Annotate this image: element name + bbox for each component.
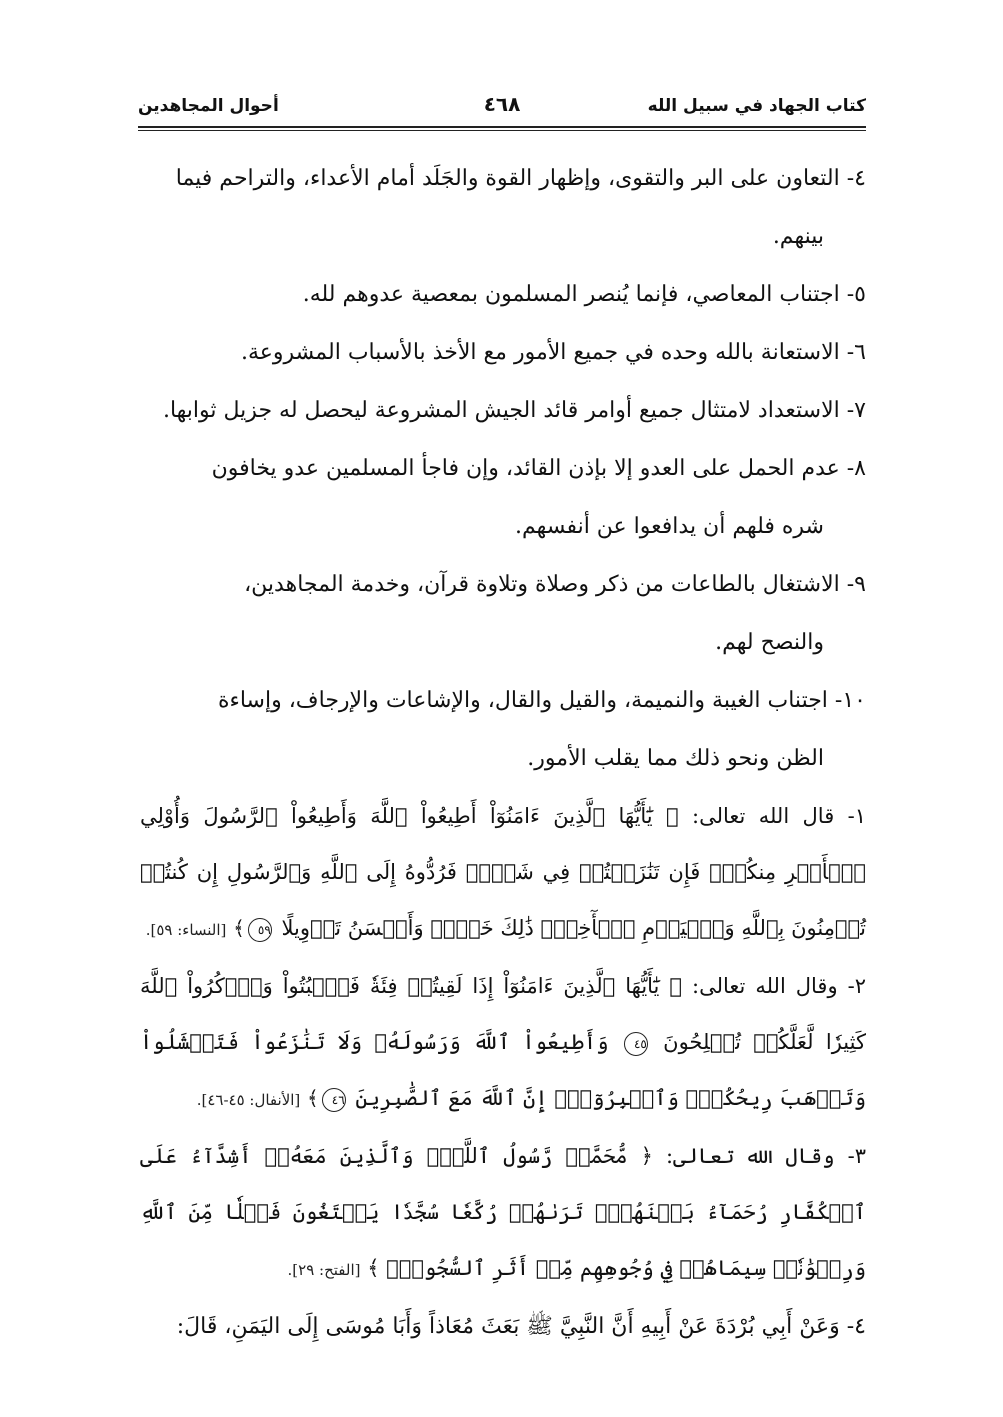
quran-verse: وَأَطِيعُواْ ٱللَّهَ وَرَسُولَهُۥ وَلَا تَنَٰزَعُواْ فَتَفۡشَلُواْ وَتَذۡهَبَ xyxy=(140,1030,866,1110)
list-item xyxy=(140,266,866,324)
list-item xyxy=(140,556,866,672)
verse-reference: [الفتح: ٢٩]. xyxy=(287,1261,361,1279)
quran-verse: ﴿ مُّحَمَّدٞ رَّسُولُ ٱللَّهِۚ وَٱلَّذِينَ مَعَهُۥٓ أَشِدَّآءُ عَلَى ٱلۡكُفَّارِ رُحَمَآءُ بَيۡنَهُمۡۖ تَرَىٰهُمۡ رُكَّعٗا xyxy=(140,1144,866,1224)
evidence-intro: ١- قال الله تعالى: xyxy=(692,804,866,828)
list-item-line: ٥- اجتناب المعاصي، فإنما يُنصر المسلمون بمعصية عدوهم لله. xyxy=(302,282,866,307)
list-item xyxy=(140,672,866,788)
evidence-item xyxy=(140,1128,866,1298)
page-number: ٤٦٨ xyxy=(483,92,521,116)
chapter-title: أحوال المجاهدين xyxy=(138,96,279,116)
hadith-line: ٤- وَعَنْ أَبِي بُرْدَةَ عَنْ أَبِيهِ أَنَّ النَّبِيَّ ﷺ بَعَثَ مُعَاذاً وَأَبَا مُوسَى إِلَى اليَمَنِ، قَالَ: xyxy=(176,1314,866,1339)
verse-number-marker: ٥٩ xyxy=(248,918,272,942)
hadith-item xyxy=(140,1298,866,1356)
list-item-line: ١٠- اجتناب الغيبة والنميمة، والقيل والقال، والإشاعات والإرجاف، وإساءة xyxy=(217,688,866,713)
list-item-continuation: بينهم. xyxy=(772,224,824,249)
evidence-intro: ٢- وقال الله تعالى: xyxy=(692,974,866,998)
list-item xyxy=(140,150,866,266)
running-header xyxy=(138,94,866,128)
quran-verse: ﴿ يَٰٓأَيُّهَا ٱلَّذِينَ ءَامَنُوٓاْ إِذَا لَقِيتُمۡ فِئَةٗ فَٱثۡبُتُواْ وَٱذۡكُرُواْ ٱللَّهَ xyxy=(140,974,682,998)
list-item xyxy=(140,324,866,382)
quran-verse: سُجَّدٗا يَبۡتَغُونَ فَضۡلٗا مِّنَ ٱللَّهِ وَرِضۡوَٰنٗاۖ سِيمَاهُمۡ فِي وُجُوهِهِم مِّنۡ أَثَرِ ٱلسُّجُودِۚ ﴾ xyxy=(140,1200,866,1280)
list-item-line: ٧- الاستعداد لامتثال جميع أوامر قائد الجيش المشروعة ليحصل له جزيل ثوابها. xyxy=(162,398,866,423)
evidence-item xyxy=(140,958,866,1128)
verse-reference: [الأنفال: ٤٥-٤٦]. xyxy=(196,1091,301,1109)
list-item xyxy=(140,382,866,440)
verse-number-marker: ٤٥ xyxy=(624,1032,648,1056)
quran-verse: وَأَحۡسَنُ تَأۡوِيلًا xyxy=(281,916,424,940)
page-content xyxy=(140,150,866,1356)
list-item-line: ٨- عدم الحمل على العدو إلا بإذن القائد، وإن فاجأ المسلمين عدو يخافون xyxy=(211,456,866,481)
verse-close-bracket: ﴾ xyxy=(233,916,245,940)
book-title: كتاب الجهاد في سبيل الله xyxy=(647,96,866,116)
quran-verse: رِيحُكُمۡۖ وَٱصۡبِرُوٓاْۚ إِنَّ ٱللَّهَ مَعَ ٱلصَّٰبِرِينَ xyxy=(355,1086,773,1110)
quran-verse: ﴿ يَٰٓأَيُّهَا ٱلَّذِينَ ءَامَنُوٓاْ أَطِيعُواْ ٱللَّهَ وَأَطِيعُواْ ٱلرَّسُولَ وَأُوْلِي ٱلۡأَمۡرِ مِنكُمۡۖ فَإِن xyxy=(140,804,866,884)
quran-verse: تَنَٰزَعۡتُمۡ فِي شَيۡءٖ فَرُدُّوهُ إِلَى ٱللَّهِ وَٱلرَّسُولِ إِن كُنتُمۡ تُؤۡمِنُونَ بِٱللَّهِ وَٱلۡيَوۡمِ ٱلۡأٓخِرِۚ ذَٰلِكَ خَيۡرٞ xyxy=(140,860,866,940)
list-item xyxy=(140,440,866,556)
list-item-line: ٩- الاشتغال بالطاعات من ذكر وصلاة وتلاوة قرآن، وخدمة المجاهدين، xyxy=(244,572,866,597)
verse-close-bracket: ﴾ xyxy=(306,1086,319,1110)
list-item-line: ٤- التعاون على البر والتقوى، وإظهار القوة والجَلَد أمام الأعداء، والتراحم فيما xyxy=(175,166,866,191)
verse-reference: [النساء: ٥٩]. xyxy=(145,921,227,939)
verse-number-marker: ٤٦ xyxy=(322,1088,346,1112)
list-item-continuation: شره فلهم أن يدافعوا عن أنفسهم. xyxy=(515,514,824,539)
list-item-continuation: الظن ونحو ذلك مما يقلب الأمور. xyxy=(527,746,824,771)
evidence-intro: ٣- وقال الله تعالى: xyxy=(665,1144,866,1168)
header-rule-thin xyxy=(138,130,866,131)
header-rule xyxy=(138,126,866,128)
quran-verse: كَثِيرٗا لَّعَلَّكُمۡ تُفۡلِحُونَ xyxy=(663,1030,866,1054)
list-item-line: ٦- الاستعانة بالله وحده في جميع الأمور مع الأخذ بالأسباب المشروعة. xyxy=(240,340,866,365)
list-item-continuation: والنصح لهم. xyxy=(715,630,824,655)
evidence-item xyxy=(140,788,866,958)
